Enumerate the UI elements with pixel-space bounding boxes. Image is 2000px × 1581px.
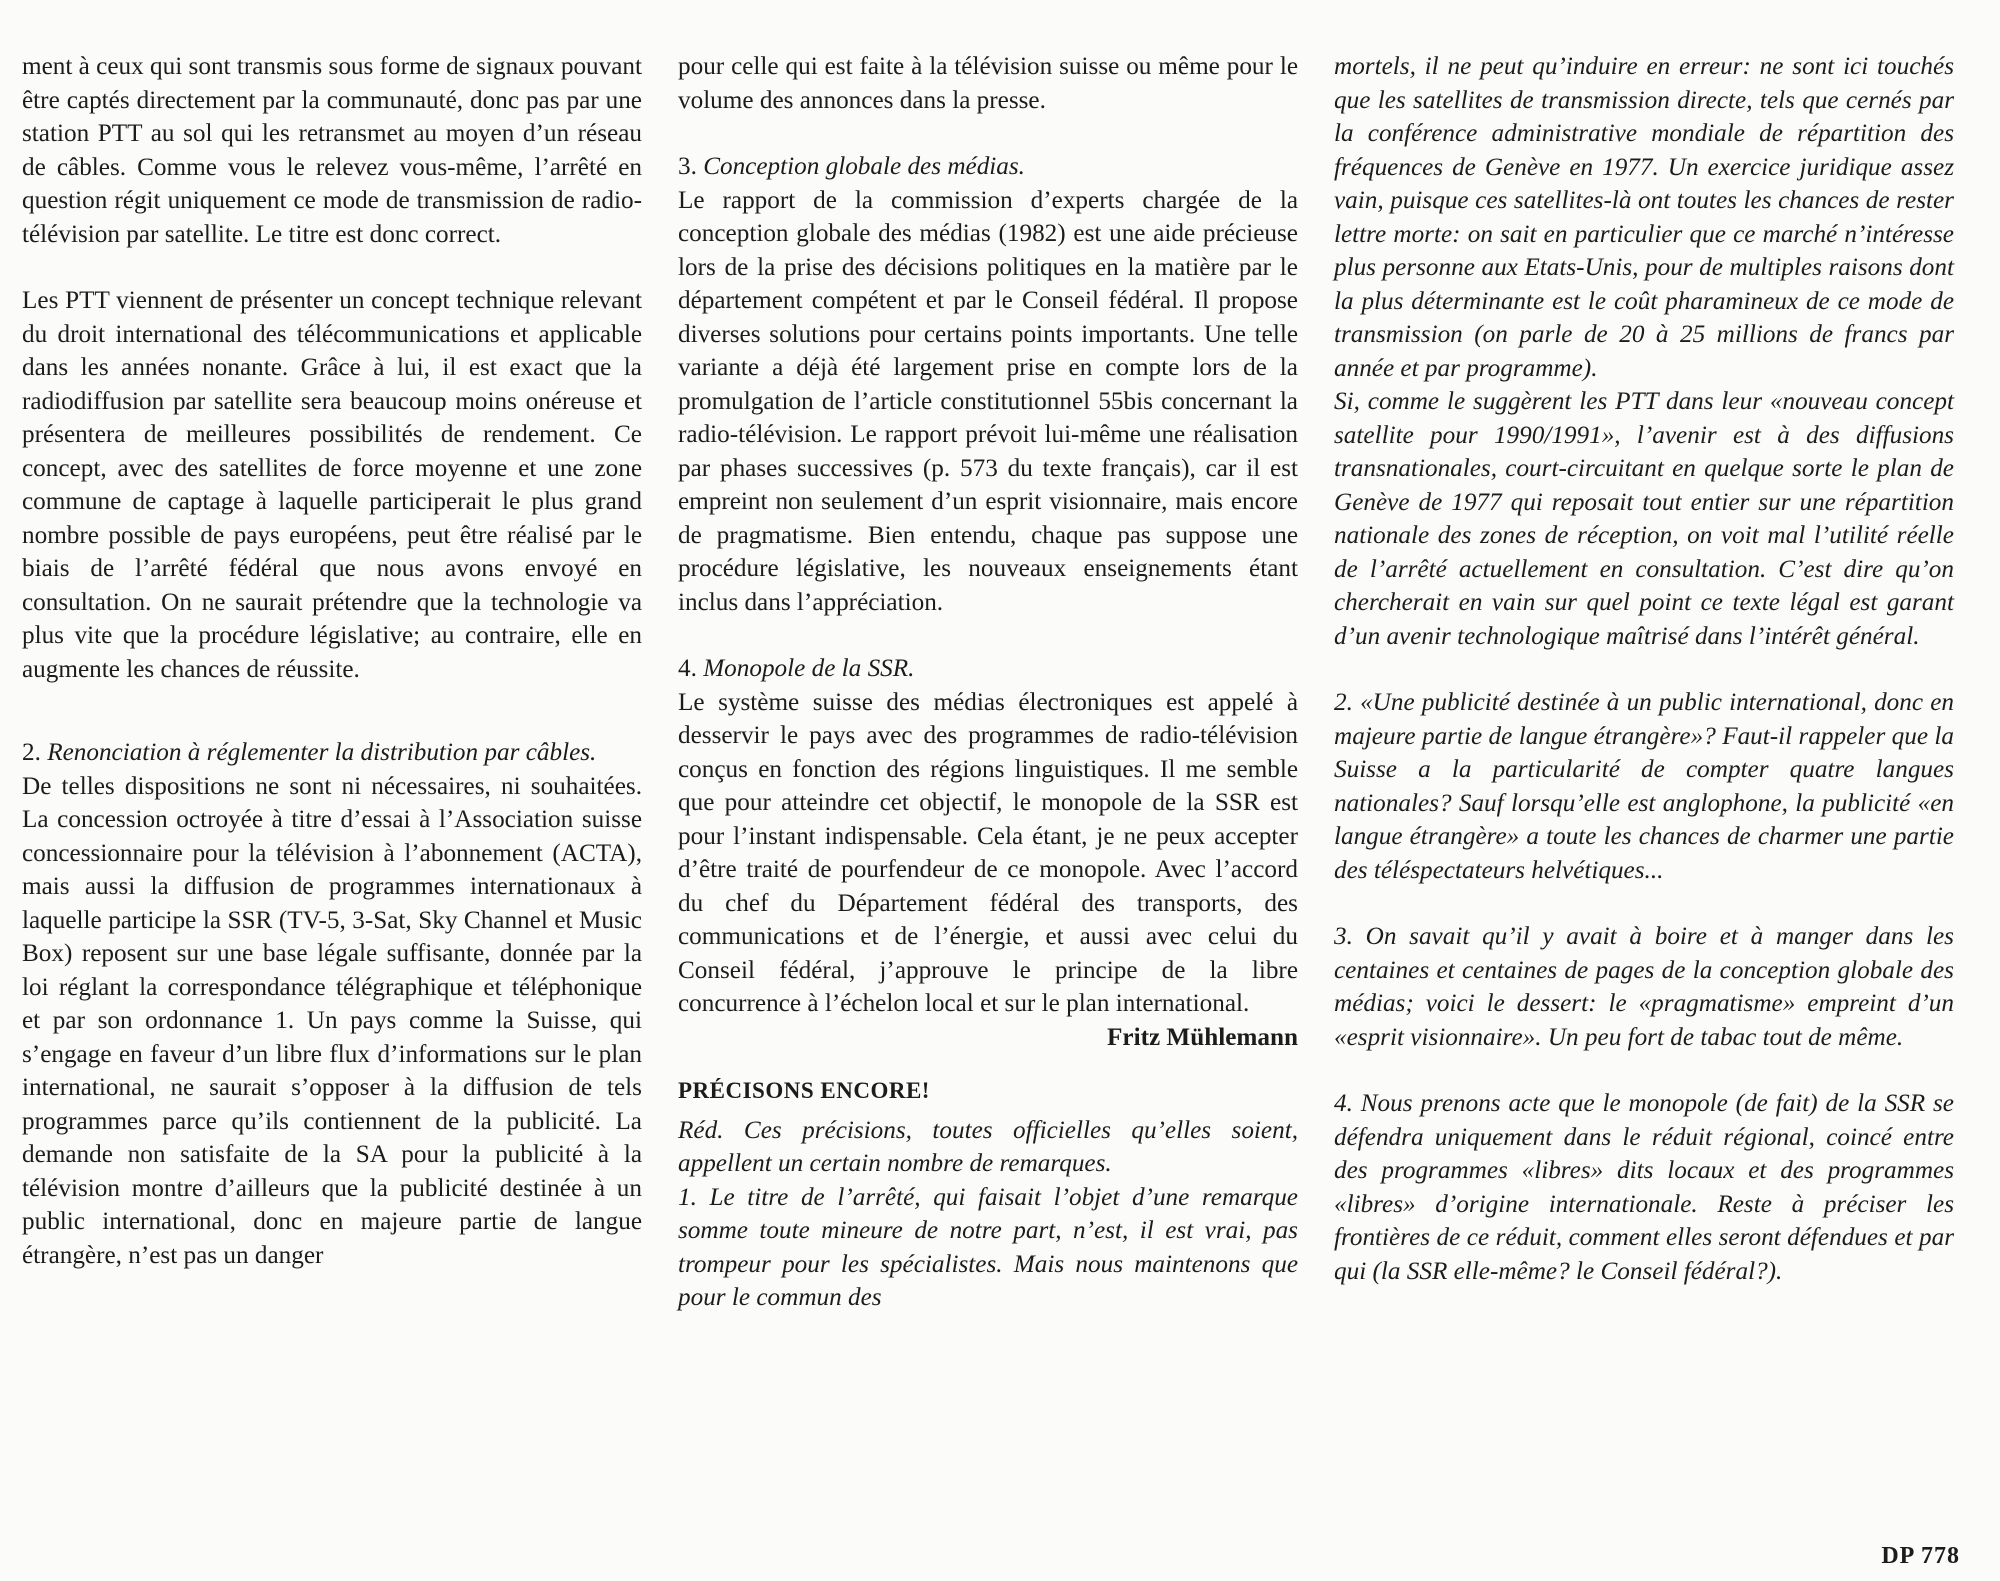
section-title: Conception globale des médias. — [703, 153, 1025, 180]
section-title: Renonciation à réglementer la distribution par câbles. — [47, 739, 597, 766]
paragraph-media-conception: Le rapport de la commission d’experts chargée de la conception globale des médias (1982) est une aide précieuse lors de la prise des décisions politiques en la matière par le département compétent et par le Conseil fédéral. Il propose diverses solutions pour certains points importants. Une telle variante a déjà été largement prise en compte lors de la promulgation de l’article constitutionnel 55bis concernant la radio-télévision. Le rapport prévoit lui-même une réalisation par phases successives (p. 573 du texte français), car il est empreint non seulement d’un esprit visionnaire, mais encore de pragmatisme. Bien entendu, chaque pas suppose une procédure législative, les nouveaux enseignements étant inclus dans l’appréciation. — [678, 186, 1298, 616]
editorial-point-2: 2. «Une publicité destinée à un public international, donc en majeure partie de langue étrangère»? Faut-il rappeler que la Suisse a la particularité de compter quatre langues nationales? Sauf lorsqu’elle est anglophone, la publicité «en langue étrangère» a toute les chances de charmer une partie des téléspectateurs helvétiques... — [1334, 689, 1954, 884]
author-signature: Fritz Mühlemann — [1107, 1023, 1298, 1051]
paragraph-ptt-concept: Les PTT viennent de présenter un concept technique relevant du droit international des télécommunications et applicable dans les années nonante. Grâce à lui, il est exact que la radiodiffusion par satellite sera beaucoup moins onéreuse et présentera de meilleures possibilités de rendement. Ce concept, avec des satellites de force moyenne et une zone commune de captage à laquelle participerait le plus grand nombre possible de pays européens, peut être réalisé par le biais de l’arrêté fédéral que nous avons envoyé en consultation. On ne saurait prétendre que la technologie va plus vite que la procédure législative; au contraire, elle en augmente les chances de réussite. — [22, 287, 642, 683]
page-number: DP 778 — [1881, 1543, 1960, 1569]
editorial-subheading: PRÉCISONS ENCORE! — [678, 1078, 930, 1103]
paragraph-cable-distribution: De telles dispositions ne sont ni nécessaires, ni souhaitées. La concession octroyée à titre d’essai à l’Association suisse concessionnaire pour la télévision à l’abonnement (ACTA), mais aussi la diffusion de programmes internationaux à laquelle participe la SSR (TV-5, 3-Sat, Sky Channel et Music Box) reposent sur une base légale suffisante, donnée par la loi réglant la correspondance télégraphique et téléphonique et par son ordonnance 1. Un pays comme la Suisse, qui s’engage en faveur d’un libre flux d’informations sur le plan international, ne saurait s’opposer à la diffusion de tels programmes parce qu’ils contiennent de la publicité. La demande non satisfaite de la SA pour la publicité à la télévision montre d’ailleurs que la publicité destinée à un public international, donc en majeure partie de langue étrangère, n’est pas un danger — [22, 772, 642, 1269]
paragraph-ssr-monopoly: Le système suisse des médias électroniques est appelé à desservir le pays avec des programmes de radio-télévision conçus en fonction des régions linguistiques. Il me semble que pour atteindre cet objectif, le monopole de la SSR est pour l’instant indispensable. Cela étant, je ne peux accepter d’être traité de pourfendeur de ce monopole. Avec l’accord du chef du Département fédéral des transports, des communications et de l’énergie, et aussi avec celui du Conseil fédéral, j’approuve le principe de la libre concurrence à l’échelon local et sur le plan international. — [678, 688, 1298, 1017]
editorial-point-1-extra: Si, comme le suggèrent les PTT dans leur «nouveau concept satellite pour 1990/1991», l’avenir est à des diffusions transnationales, court-circuitant en quelque sorte le plan de Genève de 1977 qui reposait tout entier sur une répartition nationale des zones de réception, on voit mal l’utilité réelle de l’arrêté actuellement en consultation. C’est dire qu’on chercherait en vain sur quel point ce texte légal est garant d’un avenir technologique maîtrisé dans l’intérêt général. — [1334, 388, 1954, 650]
section-heading-2 — [22, 736, 642, 770]
paragraph-title-reply: ment à ceux qui sont transmis sous forme de signaux pouvant être captés directement par la communauté, donc pas par une station PTT au sol qui les retransmet au moyen d’un réseau de câbles. Comme vous le relevez vous-même, l’arrêté en question régit uniquement ce mode de transmission de radio-télévision par satellite. Le titre est donc correct. — [22, 53, 642, 248]
column-3 — [1334, 50, 1954, 1288]
paragraph-continuation: pour celle qui est faite à la télévision suisse ou même pour le volume des annonces dans la presse. — [678, 53, 1298, 114]
section-number: 2. — [22, 739, 41, 766]
section-heading-3 — [678, 150, 1298, 184]
section-number: 4. — [678, 655, 697, 682]
editorial-intro: Réd. Ces précisions, toutes officielles qu’elles soient, appellent un certain nombre de remarques. — [678, 1116, 1298, 1177]
section-heading-4 — [678, 652, 1298, 686]
editorial-point-4: 4. Nous prenons acte que le monopole (de fait) de la SSR se défendra uniquement dans le réduit régional, coincé entre des programmes «libres» dits locaux et des programmes «libres» d’origine internationale. Reste à préciser les frontières de ce réduit, comment elles seront défendues et par qui (la SSR elle-même? le Conseil fédéral?). — [1334, 1090, 1954, 1285]
editorial-point-1: 1. Le titre de l’arrêté, qui faisait l’objet d’une remarque somme toute mineure de notre part, n’est, il est vrai, pas trompeur pour les spécialistes. Mais nous maintenons que pour le commun des — [678, 1183, 1298, 1311]
editorial-point-1-cont: mortels, il ne peut qu’induire en erreur: ne sont ici touchés que les satellites de transmission directe, tels que cernés par la conférence administrative mondiale de répartition des fréquences de Genève en 1977. Un exercice juridique assez vain, puisque ces satellites-là ont toutes les chances de rester lettre morte: on sait en particulier que ce marché n’intéresse plus personne aux Etats-Unis, pour de multiples raisons dont la plus déterminante est le coût pharamineux de ce mode de transmission (on parle de 20 à 25 millions de francs par année et par programme). — [1334, 53, 1954, 382]
column-1 — [22, 50, 642, 1272]
column-2 — [678, 50, 1298, 1315]
section-number: 3. — [678, 153, 697, 180]
section-title: Monopole de la SSR. — [703, 655, 915, 682]
editorial-point-3: 3. On savait qu’il y avait à boire et à manger dans les centaines et centaines de pages de la conception globale des médias; voici le dessert: le «pragmatisme» empreint d’un «esprit visionnaire». Un peu fort de tabac tout de même. — [1334, 923, 1954, 1051]
